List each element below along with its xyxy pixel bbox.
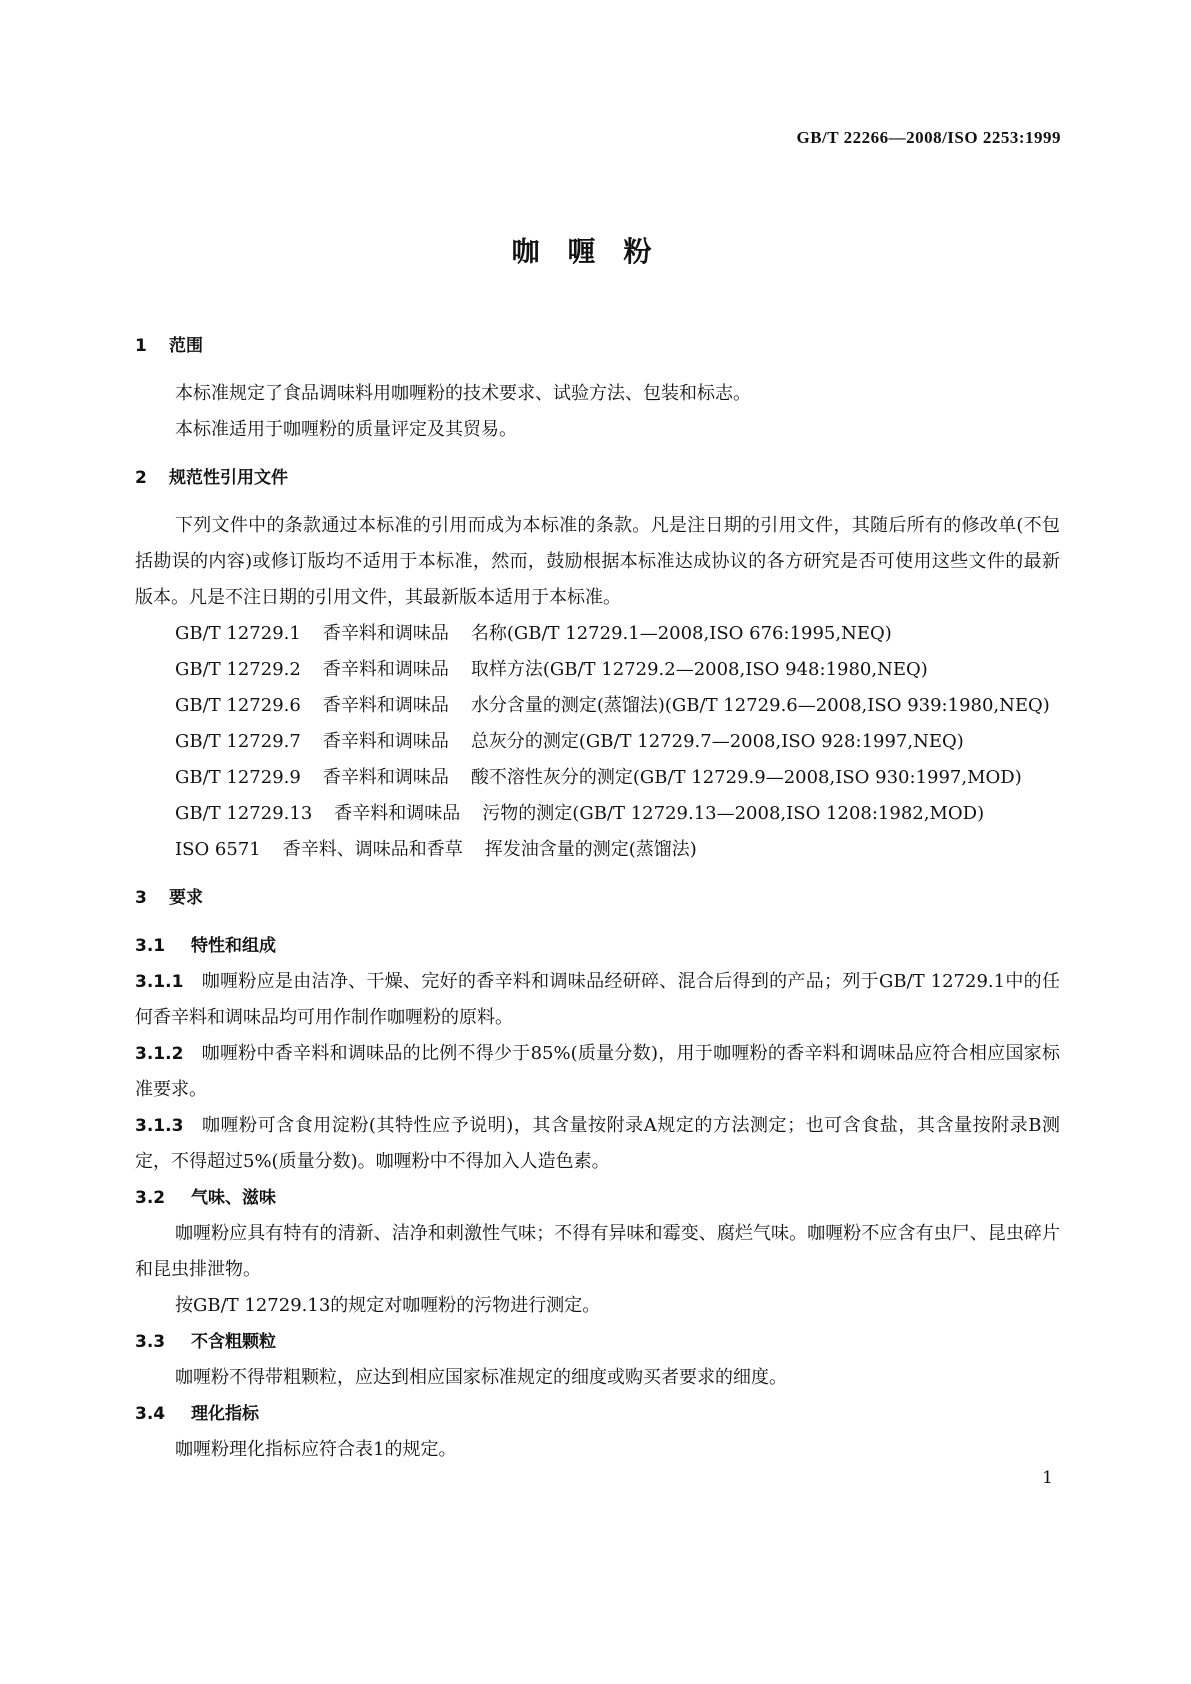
subsection-3-4-heading (135, 1396, 1060, 1432)
clause-3-1-3: 3.1.3 咖喱粉可含食用淀粉(其特性应予说明)，其含量按附录A规定的方法测定；也可含食盐，其含量按附录B测定，不得超过5%(质量分数)。咖喱粉中不得加入人造色素。 (135, 1115, 1060, 1172)
paragraph: 本标准规定了食品调味料用咖喱粉的技术要求、试验方法、包装和标志。 (175, 383, 751, 404)
paragraph: 咖喱粉应具有特有的清新、洁净和刺激性气味；不得有异味和霉变、腐烂气味。咖喱粉不应含有虫尸、昆虫碎片和昆虫排泄物。 (135, 1223, 1060, 1280)
page-number: 1 (1042, 1468, 1053, 1488)
paragraph: 本标准适用于咖喱粉的质量评定及其贸易。 (175, 419, 517, 440)
document-body (135, 328, 1060, 1468)
section-2-heading (135, 460, 1060, 496)
paragraph: 咖喱粉理化指标应符合表1的规定。 (175, 1439, 457, 1460)
reference-item: ISO 6571 香辛料、调味品和香草 挥发油含量的测定(蒸馏法) (175, 839, 697, 860)
subsection-3-1-heading (135, 928, 1060, 964)
section-title: 特性和组成 (191, 936, 276, 956)
subsection-3-3-heading (135, 1324, 1060, 1360)
section-number: 3 (135, 888, 147, 908)
section-number: 2 (135, 468, 147, 488)
section-number: 1 (135, 336, 147, 356)
section-title: 规范性引用文件 (169, 468, 288, 488)
standard-number: GB/T 22266—2008/ISO 2253:1999 (796, 128, 1061, 147)
section-1-heading (135, 328, 1060, 364)
reference-item: GB/T 12729.6 香辛料和调味品 水分含量的测定(蒸馏法)(GB/T 12729.6—2008,ISO 939:1980,NEQ) (175, 695, 1050, 716)
paragraph: 咖喱粉不得带粗颗粒，应达到相应国家标准规定的细度或购买者要求的细度。 (175, 1367, 787, 1388)
reference-item: GB/T 12729.9 香辛料和调味品 酸不溶性灰分的测定(GB/T 12729.9—2008,ISO 930:1997,MOD) (175, 767, 1022, 788)
section-number: 3.3 (135, 1332, 166, 1352)
section-title: 理化指标 (191, 1404, 259, 1424)
section-number: 3.1 (135, 936, 166, 956)
section-title: 不含粗颗粒 (191, 1332, 276, 1352)
section-title: 要求 (169, 888, 203, 908)
section-number: 3.4 (135, 1404, 166, 1424)
reference-item: GB/T 12729.2 香辛料和调味品 取样方法(GB/T 12729.2—2008,ISO 948:1980,NEQ) (175, 659, 928, 680)
reference-item: GB/T 12729.7 香辛料和调味品 总灰分的测定(GB/T 12729.7—2008,ISO 928:1997,NEQ) (175, 731, 964, 752)
paragraph: 下列文件中的条款通过本标准的引用而成为本标准的条款。凡是注日期的引用文件，其随后所有的修改单(不包括勘误的内容)或修订版均不适用于本标准，然而，鼓励根据本标准达成协议的各方研究是否可使用这些文件的最新版本。凡是不注日期的引用文件，其最新版本适用于本标准。 (135, 515, 1060, 608)
section-number: 3.2 (135, 1188, 166, 1208)
clause-3-1-2: 3.1.2 咖喱粉中香辛料和调味品的比例不得少于85%(质量分数)，用于咖喱粉的香辛料和调味品应符合相应国家标准要求。 (135, 1043, 1060, 1100)
section-title: 范围 (169, 336, 203, 356)
subsection-3-2-heading (135, 1180, 1060, 1216)
clause-3-1-1: 3.1.1 咖喱粉应是由洁净、干燥、完好的香辛料和调味品经研碎、混合后得到的产品；列于GB/T 12729.1中的任何香辛料和调味品均可用作制作咖喱粉的原料。 (135, 971, 1060, 1028)
reference-item: GB/T 12729.13 香辛料和调味品 污物的测定(GB/T 12729.13—2008,ISO 1208:1982,MOD) (175, 803, 985, 824)
document-title: 咖喱粉 (511, 235, 680, 268)
paragraph: 按GB/T 12729.13的规定对咖喱粉的污物进行测定。 (175, 1295, 601, 1316)
section-title: 气味、滋味 (191, 1188, 276, 1208)
section-3-heading (135, 880, 1060, 916)
reference-item: GB/T 12729.1 香辛料和调味品 名称(GB/T 12729.1—2008,ISO 676:1995,NEQ) (175, 623, 892, 644)
